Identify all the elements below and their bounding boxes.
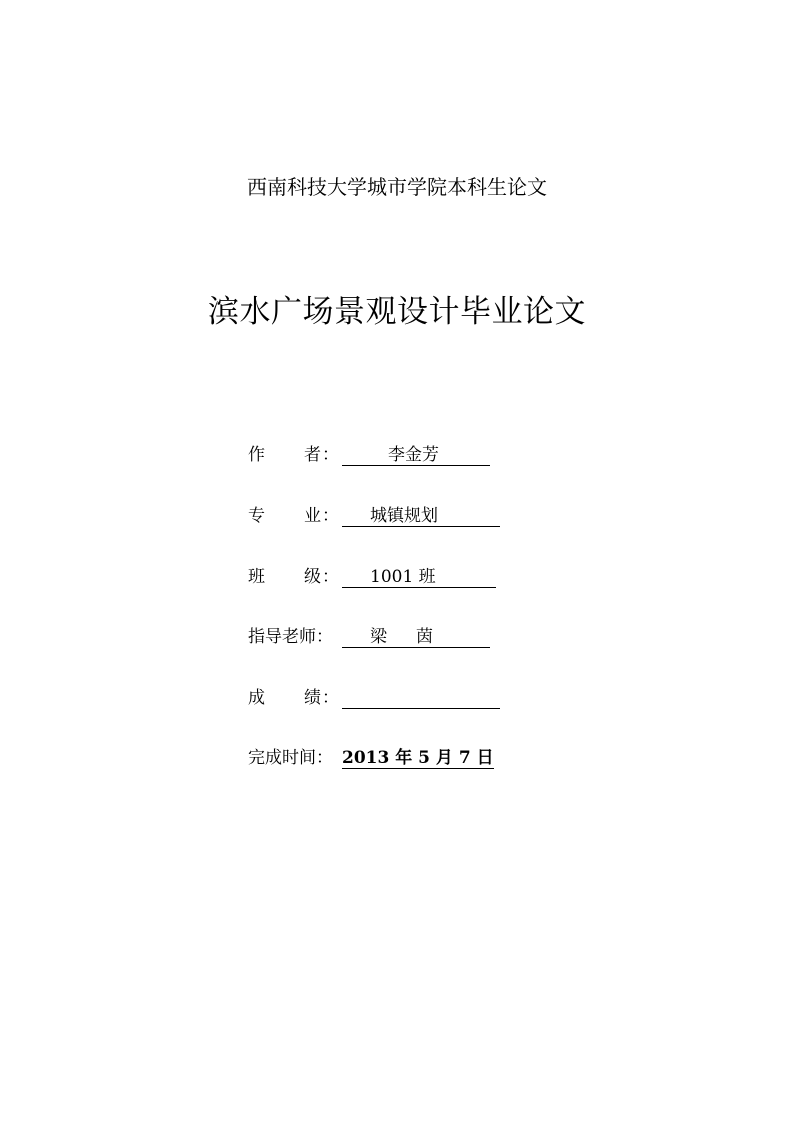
thesis-title: 滨水广场景观设计毕业论文	[208, 294, 586, 330]
author-value-line	[342, 443, 490, 466]
major-label-char-2: 业	[304, 506, 321, 526]
author-label-colon: ：	[322, 445, 339, 465]
author-value: 李金芳	[388, 445, 439, 465]
grade-label-char-1: 成	[248, 688, 265, 708]
major-value: 城镇规划	[370, 506, 438, 526]
class-value-line	[342, 565, 496, 588]
completion-date-value: 2013 年 5 月 7 日	[342, 748, 494, 768]
major-value-line	[342, 504, 500, 527]
class-label-colon: ：	[322, 567, 339, 587]
class-value: 1001 班	[370, 567, 436, 587]
advisor-value-char-1: 梁	[370, 627, 387, 647]
advisor-value-line	[342, 625, 490, 648]
class-label-char-2: 级	[304, 567, 321, 587]
completion-label-text: 完成时间：	[248, 748, 333, 768]
grade-value-line	[342, 686, 500, 709]
advisor-label-text: 指导老师：	[248, 627, 333, 647]
class-label-char-1: 班	[248, 567, 265, 587]
grade-label-char-2: 绩	[304, 688, 321, 708]
author-label-char-1: 作	[248, 445, 265, 465]
author-label-char-2: 者	[304, 445, 321, 465]
major-label-colon: ：	[322, 506, 339, 526]
institution-heading: 西南科技大学城市学院本科生论文	[247, 175, 547, 199]
advisor-value-char-2: 茵	[416, 627, 433, 647]
grade-label-colon: ：	[322, 688, 339, 708]
major-label-char-1: 专	[248, 506, 265, 526]
